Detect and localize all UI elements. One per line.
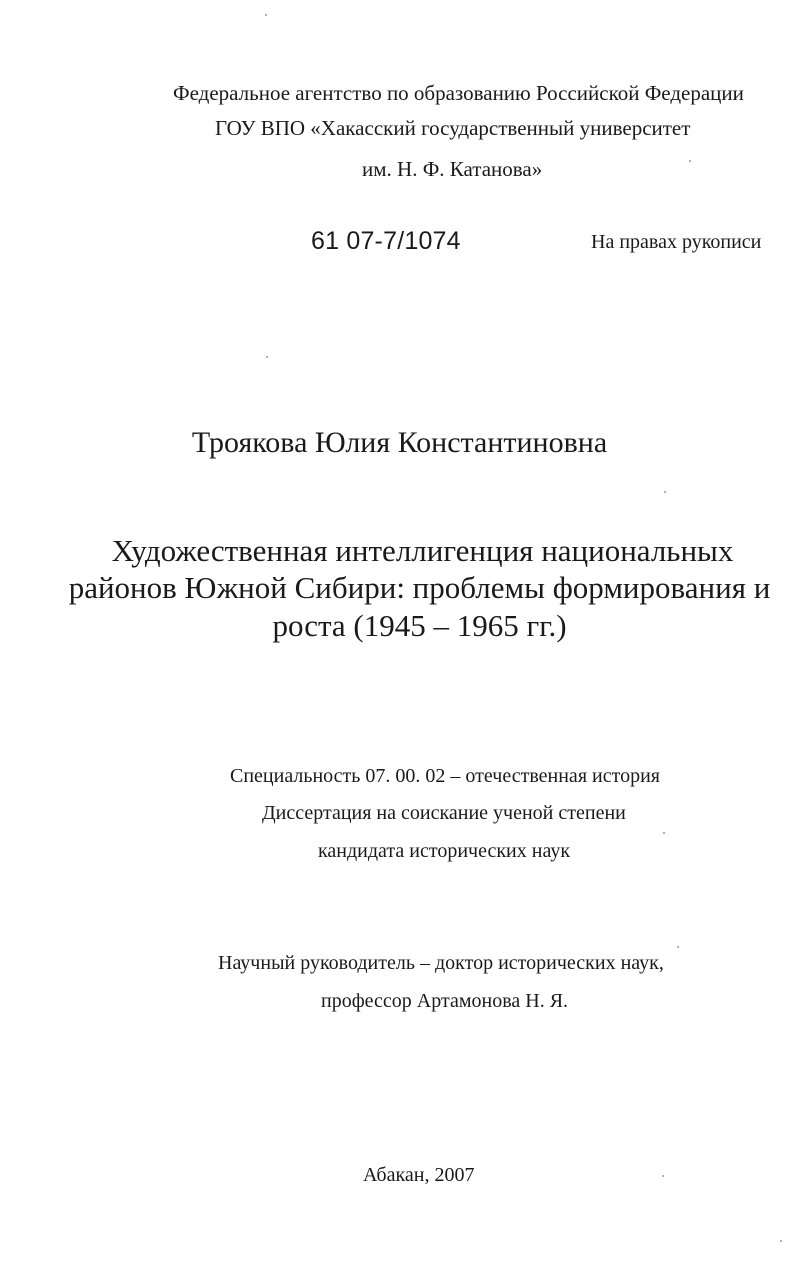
scan-speck <box>780 1240 782 1242</box>
supervisor-line2: профессор Артамонова Н. Я. <box>321 990 569 1012</box>
scan-speck <box>662 1175 664 1177</box>
specialty-line: Специальность 07. 00. 02 – отечественная история <box>230 765 660 787</box>
dissertation-title-line2: районов Южной Сибири: проблемы формирования и <box>68 570 771 605</box>
university-name-line1: ГОУ ВПО «Хакасский государственный университет <box>215 116 691 140</box>
degree-field-line: кандидата исторических наук <box>318 840 571 862</box>
manuscript-rights-note: На правах рукописи <box>591 231 762 253</box>
dissertation-title-line1: Художественная интеллигенция национальных <box>111 533 734 568</box>
place-and-year: Абакан, 2007 <box>363 1164 475 1186</box>
scan-speck <box>689 160 691 162</box>
dissertation-title-line3: роста (1945 – 1965 гг.) <box>272 608 567 643</box>
catalog-code: 61 07-7/1074 <box>311 227 461 255</box>
scan-speck <box>266 356 268 358</box>
university-name-line2: им. Н. Ф. Катанова» <box>362 157 543 181</box>
scan-speck <box>265 14 267 16</box>
scan-speck <box>664 491 666 493</box>
scan-speck <box>663 832 665 834</box>
supervisor-line1: Научный руководитель – доктор исторических наук, <box>218 952 664 974</box>
agency-name: Федеральное агентство по образованию Российской Федерации <box>173 81 744 105</box>
degree-line: Диссертация на соискание ученой степени <box>262 802 626 824</box>
scan-speck <box>677 946 679 948</box>
author-name: Троякова Юлия Константиновна <box>191 426 608 459</box>
